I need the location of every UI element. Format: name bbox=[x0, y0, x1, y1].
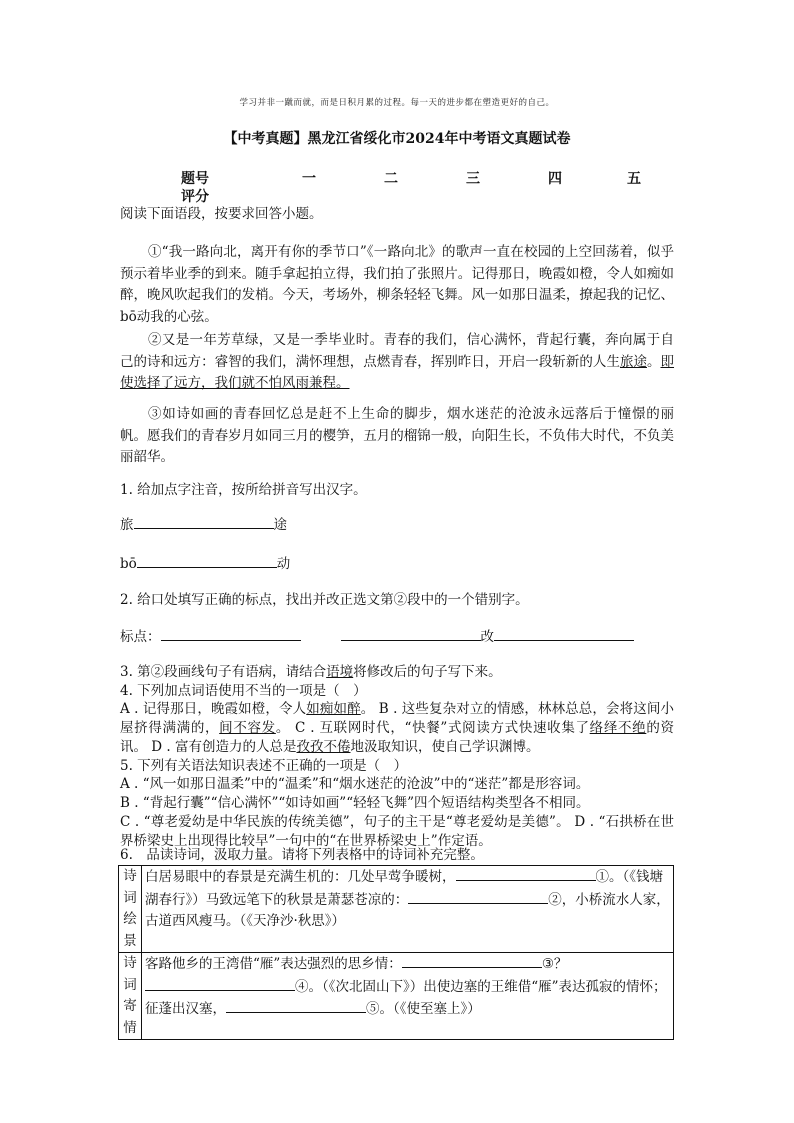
row1-content bbox=[142, 866, 674, 953]
row2-content bbox=[142, 953, 674, 1040]
q1-item2-prefix: bō bbox=[120, 556, 137, 572]
passage-p2-text: ②又是一年芳草绿，又是一季毕业时。青春的我们，信心满怀，背起行囊，奔向属于自己的诗和远方：睿智的我们，满怀理想，点燃青春，挥别昨日，开启一段斩新的人生 bbox=[120, 332, 674, 370]
q4-word-c: 络绎不绝 bbox=[589, 720, 647, 736]
q5-option-a: A . “风一如那日温柔”中的“温柔”和“烟水迷茫的沧波”中的“迷茫”都是形容词。 bbox=[120, 776, 590, 792]
q1-item1 bbox=[120, 514, 674, 537]
score-col-1: 一 bbox=[302, 171, 316, 187]
row2-mark-4: ④。（《次北固山下》）出使边塞的王维借“雁”表达孤寂的情怀；征蓬出汉塞， bbox=[145, 978, 667, 1017]
q6-text: 6. 品读诗词，汲取力量。请将下列表格中的诗词补充完整。 bbox=[120, 847, 484, 863]
poem-table bbox=[118, 865, 674, 1040]
score-label-grade: 评分 bbox=[181, 189, 209, 205]
q4-options bbox=[120, 700, 674, 757]
blank-2[interactable] bbox=[408, 889, 548, 904]
q1-item2-suffix: 动 bbox=[276, 556, 291, 572]
passage-p2-punct: 。 bbox=[647, 353, 661, 370]
intro-text: 阅读下面语段，按要求回答小题。 bbox=[120, 206, 323, 222]
q3-text-b: 将修改后的句子写下来。 bbox=[353, 664, 502, 680]
row1-text-b: （《钱塘湖春行》）马致远笔下的秋景是萧瑟苍凉的： bbox=[145, 869, 663, 908]
score-col-5: 五 bbox=[627, 171, 641, 187]
score-label-number: 题号 bbox=[181, 171, 209, 187]
row2-text-a: 客路他乡的王湾借“雁”表达强烈的思乡情： bbox=[145, 956, 402, 972]
dotted-word-lvtu: 旅途 bbox=[619, 353, 647, 370]
exam-title: 【中考真题】黑龙江省绥化市2024年中考语文真题试卷 bbox=[223, 131, 571, 147]
q4-option-c: 。 C . 互联网时代，“快餐”式阅读方式快速收集了 bbox=[275, 720, 590, 736]
q2-label: 标点： bbox=[120, 629, 161, 645]
q4-word-d: 孜孜不倦 bbox=[296, 739, 351, 755]
score-col-2: 二 bbox=[384, 171, 398, 187]
q1-item1-prefix: 旅 bbox=[120, 517, 134, 533]
row1-text-a: 白居易眼中的春景是充满生机的：几处早莺争暖树， bbox=[145, 869, 456, 885]
q2-answer-row bbox=[120, 626, 674, 649]
row2-mark-3: ③？ bbox=[541, 956, 568, 972]
q4-option-d-end: 地汲取知识，使自己学识渊博。 bbox=[350, 739, 540, 755]
q4-text: 4. 下列加点词语使用不当的一项是（ ） bbox=[120, 683, 367, 699]
poem-row-scenery bbox=[119, 866, 674, 953]
passage-p1: ①“我一路向北，离开有你的季节口”《一路向北》的歌声一直在校园的上空回荡着，似乎预示着毕业季的到来。随手拿起拍立得，我们拍了张照片。记得那日，晚霞如橙，令人如痴如醉，晚风吹起我们的发梢。今天，考场外，柳条轻轻飞舞。风一如那日温柔，撩起我的记忆、bō动我的心弦。 bbox=[120, 244, 674, 325]
q2-text: 2. 给口处填写正确的标点，找出并改正选文第②段中的一个错别字。 bbox=[120, 592, 529, 608]
score-table bbox=[0, 168, 794, 188]
blank-1[interactable] bbox=[456, 866, 596, 881]
q4-option-d: 的资讯。 D . 富有创造力的人总是 bbox=[120, 720, 674, 755]
header-motto: 学习并非一蹴而就，而是日积月累的过程。每一天的进步都在塑造更好的自己。 bbox=[239, 98, 555, 108]
score-col-3: 三 bbox=[466, 171, 480, 187]
q4-option-a: A . 记得那日，晚霞如橙，令人 bbox=[120, 701, 307, 717]
underlined-sentence: 即使选择了远方，我们就不怕风雨兼程。 bbox=[120, 353, 675, 391]
blank-4[interactable] bbox=[145, 976, 295, 991]
row2-header: 诗词寄情 bbox=[119, 953, 142, 1040]
row1-mark-2: ②，小桥流水人家，古道西风瘦马。（《天净沙·秋思》） bbox=[145, 891, 670, 929]
passage-p3: ③如诗如画的青春回忆总是赶不上生命的脚步，烟水迷茫的沧波永远落后于憧憬的丽帆。愿我们的青春岁月如同三月的樱笋，五月的榴锦一般，向阳生长，不负伟大时代，不负美丽韶华。 bbox=[120, 406, 674, 465]
q3-text-a: 3. 第②段画线句子有语病，请结合 bbox=[120, 664, 327, 680]
blank-5[interactable] bbox=[226, 998, 366, 1013]
row1-header: 诗词绘景 bbox=[119, 866, 142, 953]
row2-mark-5: ⑤。（《使至塞上》） bbox=[366, 1001, 481, 1017]
q4-option-b: 。 B . 这些复杂对立的情感，林林总总，会将这间小屋挤得满满的， bbox=[120, 701, 675, 736]
score-col-4: 四 bbox=[548, 171, 562, 187]
blank-3[interactable] bbox=[402, 953, 542, 968]
q2-change-label: 改 bbox=[480, 629, 494, 645]
q2-punct-blank[interactable] bbox=[161, 626, 301, 641]
q4-word-b: 间不容发 bbox=[219, 720, 276, 736]
q5-text: 5. 下列有关语法知识表述不正确的一项是（ ） bbox=[120, 758, 408, 774]
q5-option-cd: C . “尊老爱幼是中华民族的传统美德”，句子的主干是“尊老爱幼是美德”。 D . “石拱桥在世界桥梁史上出现得比较早”一句中的“在世界桥梁史上”作定语。 bbox=[120, 814, 674, 849]
q2-correct-char-blank[interactable] bbox=[494, 626, 634, 641]
row1-mark-1: ①。 bbox=[595, 869, 623, 885]
q1-text: 1. 给加点字注音，按所给拼音写出汉字。 bbox=[120, 482, 367, 498]
passage-p2 bbox=[120, 330, 674, 395]
q1-item1-suffix: 途 bbox=[273, 517, 287, 533]
q1-item2 bbox=[120, 553, 674, 576]
q3-dotted-word: 语境 bbox=[326, 664, 354, 680]
poem-row-emotion bbox=[119, 953, 674, 1040]
q5-option-b: B . “背起行囊”“信心满怀”“如诗如画”“轻轻飞舞”四个短语结构类型各不相同。 bbox=[120, 795, 590, 811]
q4-word-a: 如痴如醉 bbox=[306, 701, 361, 717]
q2-wrong-char-blank[interactable] bbox=[341, 626, 481, 641]
q1-answer-blank-2[interactable] bbox=[137, 553, 277, 568]
q1-answer-blank-1[interactable] bbox=[134, 514, 274, 529]
